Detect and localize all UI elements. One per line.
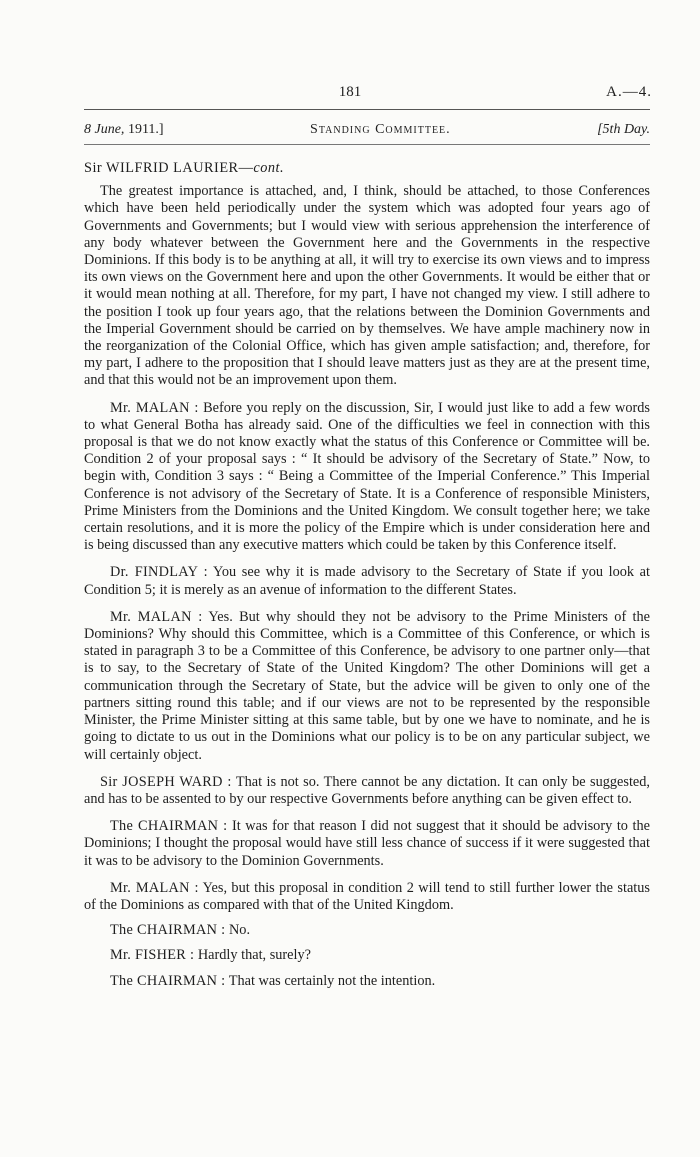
document-reference: A.—4. [606, 84, 652, 100]
paragraph-text: It was for that reason I did not suggest that it should be advisory to the Dominions; I thought the proposal would have still less chance of success if it were suggested that it was to be advisory to the Dominion Governments. [84, 818, 650, 869]
short-line-text: That was certainly not the intention. [228, 972, 436, 989]
short-line-text: No. [228, 922, 251, 939]
text-block [84, 160, 650, 990]
paragraph-speaker: The CHAIRMAN : [110, 818, 228, 835]
paragraph [84, 818, 650, 870]
running-head-day: [5th Day. [597, 122, 650, 137]
paragraph-text: You see why it is made advisory to the Secretary of State if you look at Condition 5; it is merely as an avenue of information to the different States. [84, 564, 650, 598]
paragraph-speaker: Sir JOSEPH WARD : [100, 773, 232, 790]
date-year: 1911.] [127, 122, 164, 137]
paragraph-speaker: Mr. MALAN : [110, 399, 199, 416]
running-head-title: Standing Committee. [310, 122, 451, 137]
speaker-heading [84, 160, 650, 177]
paragraph-speaker: Dr. FINDLAY : [110, 564, 208, 581]
paragraph-text: Yes. But why should they not be advisory to the Prime Ministers of the Dominions? Why should this Committee, which is a Committee of this Conference, or which is stated in paragraph 3 to be a Committee of this Conference, be advisory to one partner only—that is to say, to the Secretary of State of the United Kingdom? The other Dominions will get a communication through the Secretary of State, but the advice will be given to only one of the partners sitting round this table; and if our views are not to be represented by the responsible Minister, the Prime Minister sitting at this same table, but by one we have to nominate, and he is going to dictate to us out in the Dominions what our policy is to be on any particular subject, we will certainly object. [84, 608, 651, 763]
header-rule [84, 109, 650, 110]
paragraph [84, 880, 650, 914]
paragraph-text: Yes, but this proposal in condition 2 will tend to still further lower the status of the Dominions as compared with that of the United Kingdom. [84, 879, 650, 913]
short-line [84, 922, 650, 939]
paragraph [84, 183, 650, 389]
paragraph-text: The greatest importance is attached, and, I think, should be attached, to those Conferences which have been held periodically under the system which was adopted four years ago of Governments and Governments; but I would view with serious apprehension the interference of any body whatever between the Government here and the Governments in the respective Dominions. If this body is to be anything at all, it will try to exercise its own views and to impress its own views on the Government here and upon the other Governments. It would be either that or it would mean nothing at all. Therefore, for my part, I have not changed my view. I still adhere to the position I took up four years ago, that the relations between the Dominion Governments and the Imperial Government should be carried on by themselves. We have ample machinery now in the reorganization of the Colonial Office, which has given ample satisfaction; and, therefore, for my part, I adhere to the proposition that I should leave matters just as they are at the present time, and that this would not be an improvement upon them. [84, 183, 650, 389]
running-head [84, 122, 650, 138]
running-head-date [84, 122, 164, 138]
date-day-month: 8 June, [84, 122, 125, 137]
short-line-text: Hardly that, surely? [197, 947, 311, 964]
short-line [84, 973, 650, 990]
short-line-speaker: Mr. FISHER : [110, 947, 195, 964]
short-line [84, 947, 650, 964]
paragraph [84, 400, 650, 555]
speaker-heading-name: Sir WILFRID LAURIER— [84, 160, 254, 176]
paragraph [84, 564, 650, 598]
paragraph [84, 774, 650, 808]
paragraph [84, 609, 650, 764]
short-line-speaker: The CHAIRMAN : [110, 972, 226, 989]
paragraph-speaker: Mr. MALAN : [110, 879, 199, 896]
paragraph-speaker: Mr. MALAN : [110, 608, 203, 625]
page-number: 181 [338, 84, 362, 100]
running-head-rule [84, 144, 650, 145]
paragraph-text: That is not so. There cannot be any dictation. It can only be suggested, and has to be assented to by our respective Governments before anything can be given effect to. [84, 773, 650, 807]
short-line-speaker: The CHAIRMAN : [110, 922, 226, 939]
speaker-heading-cont: cont. [253, 160, 285, 176]
paragraph-text: Before you reply on the discussion, Sir, I would just like to add a few words to what General Botha has already said. One of the difficulties we feel in connection with this proposal is that we do not know exactly what the status of this Conference or Committee will be. Condition 2 of your proposal says : “ It should be advisory of the Secretary of State.” Now, to begin with, Condition 3 says : “ Being a Committee of the Imperial Conference.” This Imperial Conference is not advisory of the Secretary of State. It is a Conference of responsible Ministers, Prime Ministers from the Dominions and the United Kingdom. We consult together here; we take certain resolutions, and it is more the policy of the Empire which is under consideration here and is being discussed than any executive matters which could be taken by this Conference itself. [84, 399, 650, 554]
